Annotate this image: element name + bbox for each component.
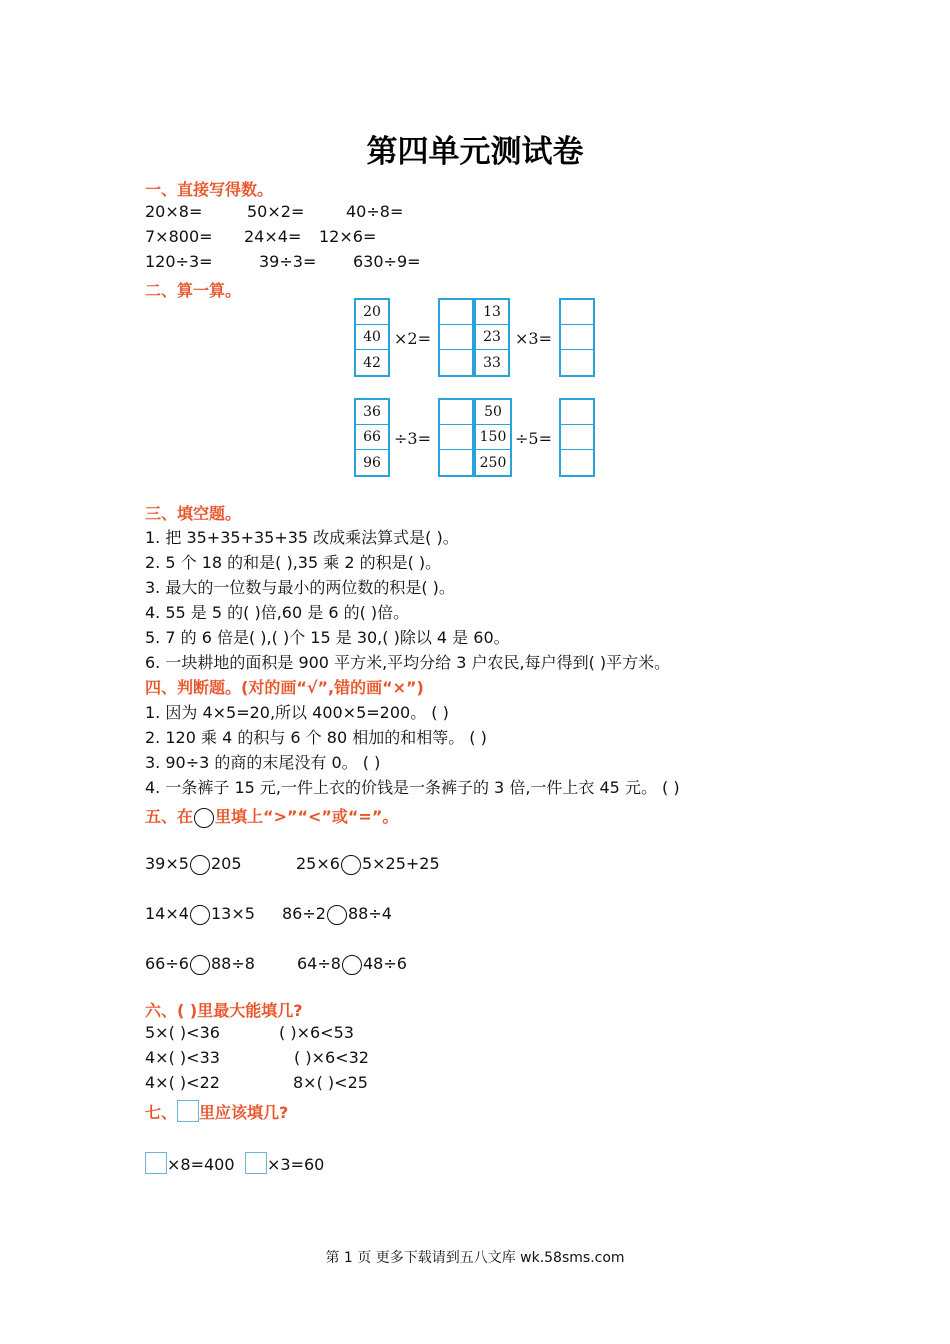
judge-item: 1. 因为 4×5=20,所以 400×5=200。 ( ) bbox=[145, 703, 449, 722]
operator-label: ×2= bbox=[394, 329, 431, 348]
fill-blank-item: 3. 最大的一位数与最小的两位数的积是( )。 bbox=[145, 578, 455, 597]
compare-left: 86÷2 bbox=[282, 904, 326, 923]
max-fill-item: 5×( )<36 bbox=[145, 1023, 220, 1042]
judge-item: 2. 120 乘 4 的积与 6 个 80 相加的和相等。 ( ) bbox=[145, 728, 487, 747]
grid-number: 36 bbox=[356, 400, 388, 425]
calc-item: 630÷9= bbox=[353, 252, 421, 271]
section-1-heading: 一、直接写得数。 bbox=[145, 180, 274, 199]
fill-blank-item: 6. 一块耕地的面积是 900 平方米,平均分给 3 户农民,每户得到( )平方米。 bbox=[145, 653, 671, 672]
fill-blank-item: 1. 把 35+35+35+35 改成乘法算式是( )。 bbox=[145, 528, 459, 547]
compare-item bbox=[145, 954, 255, 975]
section-7-heading bbox=[145, 1100, 288, 1123]
circle-icon bbox=[194, 808, 214, 828]
compare-circle[interactable] bbox=[342, 955, 362, 975]
calc-item: 40÷8= bbox=[346, 202, 404, 221]
page-title: 第四单元测试卷 bbox=[366, 134, 584, 170]
operator-label: ÷3= bbox=[394, 429, 431, 448]
compare-item bbox=[296, 854, 440, 875]
answer-box[interactable] bbox=[245, 1152, 267, 1174]
compare-item bbox=[145, 904, 255, 925]
compare-right: 48÷6 bbox=[362, 954, 407, 973]
max-fill-item: 4×( )<22 bbox=[145, 1073, 220, 1092]
section-6-heading: 六、( )里最大能填几? bbox=[145, 1001, 303, 1020]
number-grid bbox=[474, 298, 510, 377]
compare-left: 14×4 bbox=[145, 904, 189, 923]
equation-text: ×8=400 bbox=[167, 1155, 235, 1174]
compare-left: 66÷6 bbox=[145, 954, 189, 973]
answer-cell[interactable] bbox=[440, 325, 472, 350]
operator-label: ×3= bbox=[515, 329, 552, 348]
compare-left: 64÷8 bbox=[297, 954, 341, 973]
calc-item: 120÷3= bbox=[145, 252, 213, 271]
box-equation bbox=[245, 1152, 324, 1174]
answer-grid[interactable] bbox=[438, 398, 474, 477]
section-5-heading-b: 里填上“>”“<”或“=”。 bbox=[215, 807, 399, 826]
section-5-heading bbox=[145, 804, 398, 828]
grid-number: 66 bbox=[356, 425, 388, 450]
calc-item: 39÷3= bbox=[259, 252, 317, 271]
answer-grid[interactable] bbox=[438, 298, 474, 377]
answer-cell[interactable] bbox=[440, 400, 472, 425]
compare-right: 88÷4 bbox=[347, 904, 392, 923]
answer-grid[interactable] bbox=[559, 398, 595, 477]
compare-right: 13×5 bbox=[210, 904, 255, 923]
answer-cell[interactable] bbox=[440, 350, 472, 375]
max-fill-item: 8×( )<25 bbox=[293, 1073, 368, 1092]
answer-box[interactable] bbox=[145, 1152, 167, 1174]
answer-cell[interactable] bbox=[561, 325, 593, 350]
number-grid bbox=[354, 398, 390, 477]
compare-right: 5×25+25 bbox=[361, 854, 440, 873]
number-grid bbox=[474, 398, 512, 477]
fill-blank-item: 2. 5 个 18 的和是( ),35 乘 2 的积是( )。 bbox=[145, 553, 442, 572]
answer-cell[interactable] bbox=[561, 450, 593, 475]
box-equation bbox=[145, 1152, 235, 1174]
answer-cell[interactable] bbox=[440, 450, 472, 475]
operator-label: ÷5= bbox=[515, 429, 552, 448]
compare-item bbox=[145, 854, 242, 875]
grid-number: 40 bbox=[356, 325, 388, 350]
grid-number: 50 bbox=[476, 400, 510, 425]
calc-item: 12×6= bbox=[319, 227, 377, 246]
grid-number: 96 bbox=[363, 454, 381, 471]
grid-number: 250 bbox=[479, 454, 507, 471]
compare-item bbox=[282, 904, 392, 925]
section-2-heading: 二、算一算。 bbox=[145, 281, 242, 300]
calc-item: 50×2= bbox=[247, 202, 305, 221]
answer-cell[interactable] bbox=[440, 425, 472, 450]
answer-cell[interactable] bbox=[561, 350, 593, 375]
calc-item: 7×800= bbox=[145, 227, 213, 246]
grid-number: 42 bbox=[363, 354, 381, 371]
judge-item: 3. 90÷3 的商的末尾没有 0。 ( ) bbox=[145, 753, 381, 772]
max-fill-item: 4×( )<33 bbox=[145, 1048, 220, 1067]
answer-grid[interactable] bbox=[559, 298, 595, 377]
compare-circle[interactable] bbox=[341, 855, 361, 875]
section-7-heading-a: 七、 bbox=[145, 1103, 178, 1122]
compare-left: 25×6 bbox=[296, 854, 340, 873]
max-fill-item: ( )×6<53 bbox=[279, 1023, 354, 1042]
compare-left: 39×5 bbox=[145, 854, 189, 873]
compare-right: 205 bbox=[210, 854, 242, 873]
equation-text: ×3=60 bbox=[267, 1155, 325, 1174]
number-grid bbox=[354, 298, 390, 377]
compare-circle[interactable] bbox=[327, 905, 347, 925]
square-box-icon bbox=[177, 1100, 199, 1122]
answer-cell[interactable] bbox=[561, 400, 593, 425]
grid-number: 23 bbox=[476, 325, 508, 350]
section-7-heading-b: 里应该填几? bbox=[199, 1103, 289, 1122]
grid-number: 33 bbox=[483, 354, 501, 371]
compare-circle[interactable] bbox=[190, 855, 210, 875]
compare-circle[interactable] bbox=[190, 955, 210, 975]
calc-item: 20×8= bbox=[145, 202, 203, 221]
grid-number: 20 bbox=[356, 300, 388, 325]
page-footer: 第 1 页 更多下载请到五八文库 wk.58sms.com bbox=[325, 1250, 625, 1266]
section-4-heading: 四、判断题。(对的画“√”,错的画“×”) bbox=[145, 678, 424, 697]
answer-cell[interactable] bbox=[440, 300, 472, 325]
section-5-heading-a: 五、在 bbox=[145, 807, 194, 826]
fill-blank-item: 4. 55 是 5 的( )倍,60 是 6 的( )倍。 bbox=[145, 603, 410, 622]
fill-blank-item: 5. 7 的 6 倍是( ),( )个 15 是 30,( )除以 4 是 60。 bbox=[145, 628, 510, 647]
max-fill-item: ( )×6<32 bbox=[294, 1048, 369, 1067]
compare-right: 88÷8 bbox=[210, 954, 255, 973]
calc-item: 24×4= bbox=[244, 227, 302, 246]
judge-item: 4. 一条裤子 15 元,一件上衣的价钱是一条裤子的 3 倍,一件上衣 45 元。 ( ) bbox=[145, 778, 680, 797]
compare-item bbox=[297, 954, 407, 975]
section-3-heading: 三、填空题。 bbox=[145, 504, 242, 523]
compare-circle[interactable] bbox=[190, 905, 210, 925]
grid-number: 13 bbox=[476, 300, 508, 325]
answer-cell[interactable] bbox=[561, 425, 593, 450]
answer-cell[interactable] bbox=[561, 300, 593, 325]
grid-number: 150 bbox=[476, 425, 510, 450]
